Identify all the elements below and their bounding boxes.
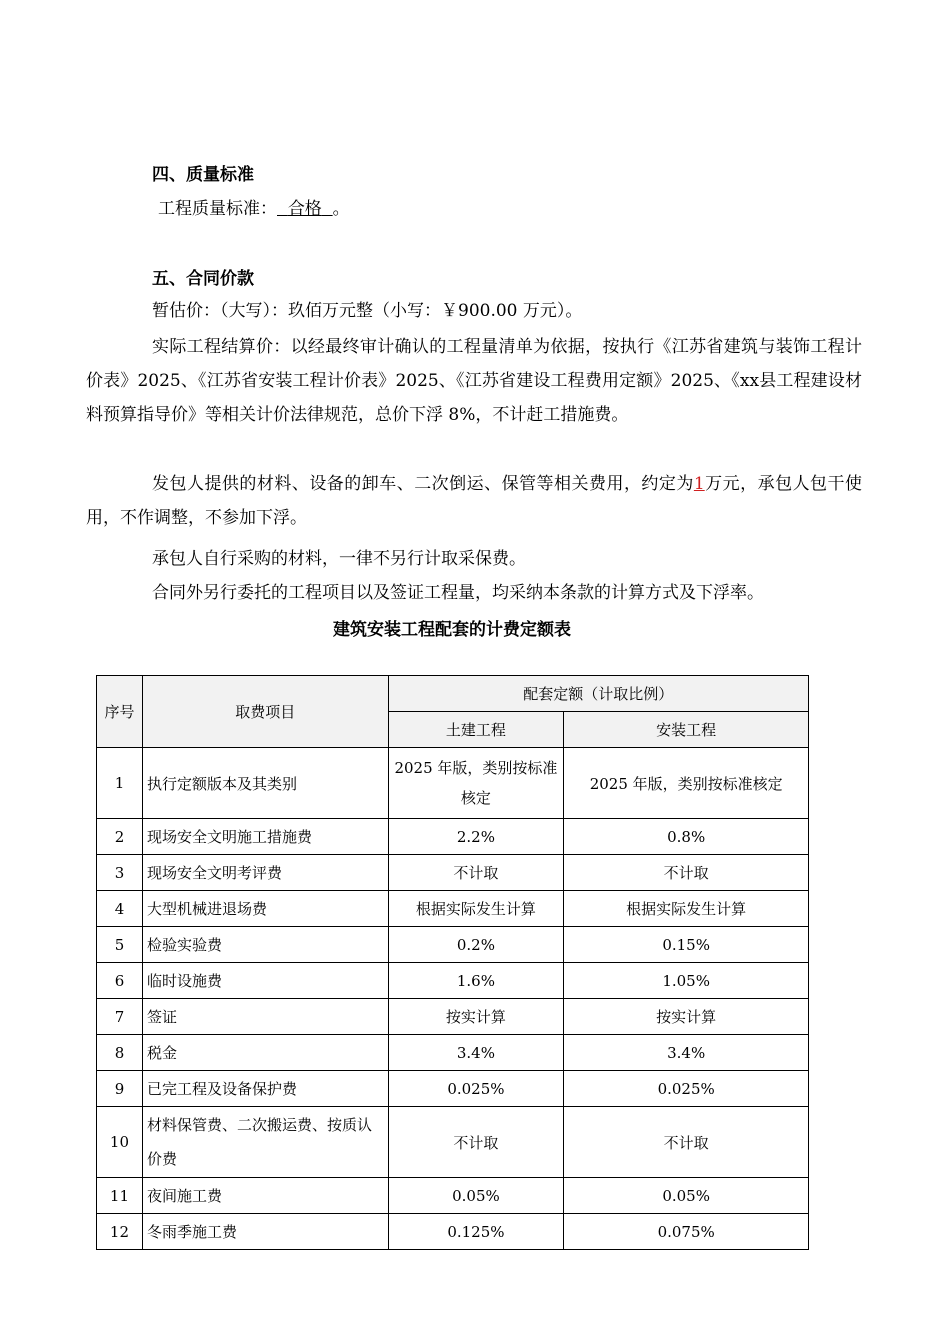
table-row: 8 税金 3.4% 3.4% — [97, 1035, 809, 1071]
settlement-paragraph: 实际工程结算价：以经最终审计确认的工程量清单为依据，按执行《江苏省建筑与装饰工程计价表》2025、《江苏省安装工程计价表》2025、《江苏省建设工程费用定额》2025、《xx县工程建设材料预算指导价》等相关计价法律规范，总价下浮 8%，不计赶工措施费。 — [86, 337, 862, 425]
header-item: 取费项目 — [142, 676, 388, 748]
header-group: 配套定额（计取比例） — [388, 676, 808, 712]
table-row: 10 材料保管费、二次搬运费、按质认价费 不计取 不计取 — [97, 1107, 809, 1178]
header-install: 安装工程 — [564, 712, 809, 748]
handling-paragraph: 发包人提供的材料、设备的卸车、二次倒运、保管等相关费用，约定为1万元，承包人包干使用，不作调整，不参加下浮。 — [86, 474, 863, 528]
header-no: 序号 — [97, 676, 143, 748]
quality-value: 合格 — [287, 199, 322, 219]
table-row: 1 执行定额版本及其类别 2025 年版，类别按标准核定 2025 年版，类别按标准核定 — [97, 748, 809, 819]
table-row: 7 签证 按实计算 按实计算 — [97, 999, 809, 1035]
header-civil: 土建工程 — [388, 712, 564, 748]
quality-end: 。 — [332, 199, 350, 219]
table-row: 2 现场安全文明施工措施费 2.2% 0.8% — [97, 819, 809, 855]
table-row: 6 临时设施费 1.6% 1.05% — [97, 963, 809, 999]
quality-standard-line — [158, 194, 350, 219]
table-row: 11 夜间施工费 0.05% 0.05% — [97, 1178, 809, 1214]
table-row: 5 检验实验费 0.2% 0.15% — [97, 927, 809, 963]
section5-heading: 五、合同价款 — [152, 269, 254, 289]
fee-table — [96, 675, 809, 1250]
self-purchase-line: 承包人自行采购的材料，一律不另行计取采保费。 — [152, 549, 526, 569]
table-row: 4 大型机械进退场费 根据实际发生计算 根据实际发生计算 — [97, 891, 809, 927]
handling-amount: 1 — [693, 474, 705, 494]
table-title: 建筑安装工程配套的计费定额表 — [333, 620, 571, 640]
table-row: 3 现场安全文明考评费 不计取 不计取 — [97, 855, 809, 891]
extra-line: 合同外另行委托的工程项目以及签证工程量，均采纳本条款的计算方式及下浮率。 — [152, 583, 764, 603]
section4-heading: 四、质量标准 — [152, 165, 254, 185]
table-row: 12 冬雨季施工费 0.125% 0.075% — [97, 1214, 809, 1250]
estimate-price: 暂估价：（大写）：玖佰万元整（小写：￥900.00 万元）。 — [152, 301, 583, 321]
quality-label: 工程质量标准： — [158, 199, 277, 219]
table-row: 9 已完工程及设备保护费 0.025% 0.025% — [97, 1071, 809, 1107]
